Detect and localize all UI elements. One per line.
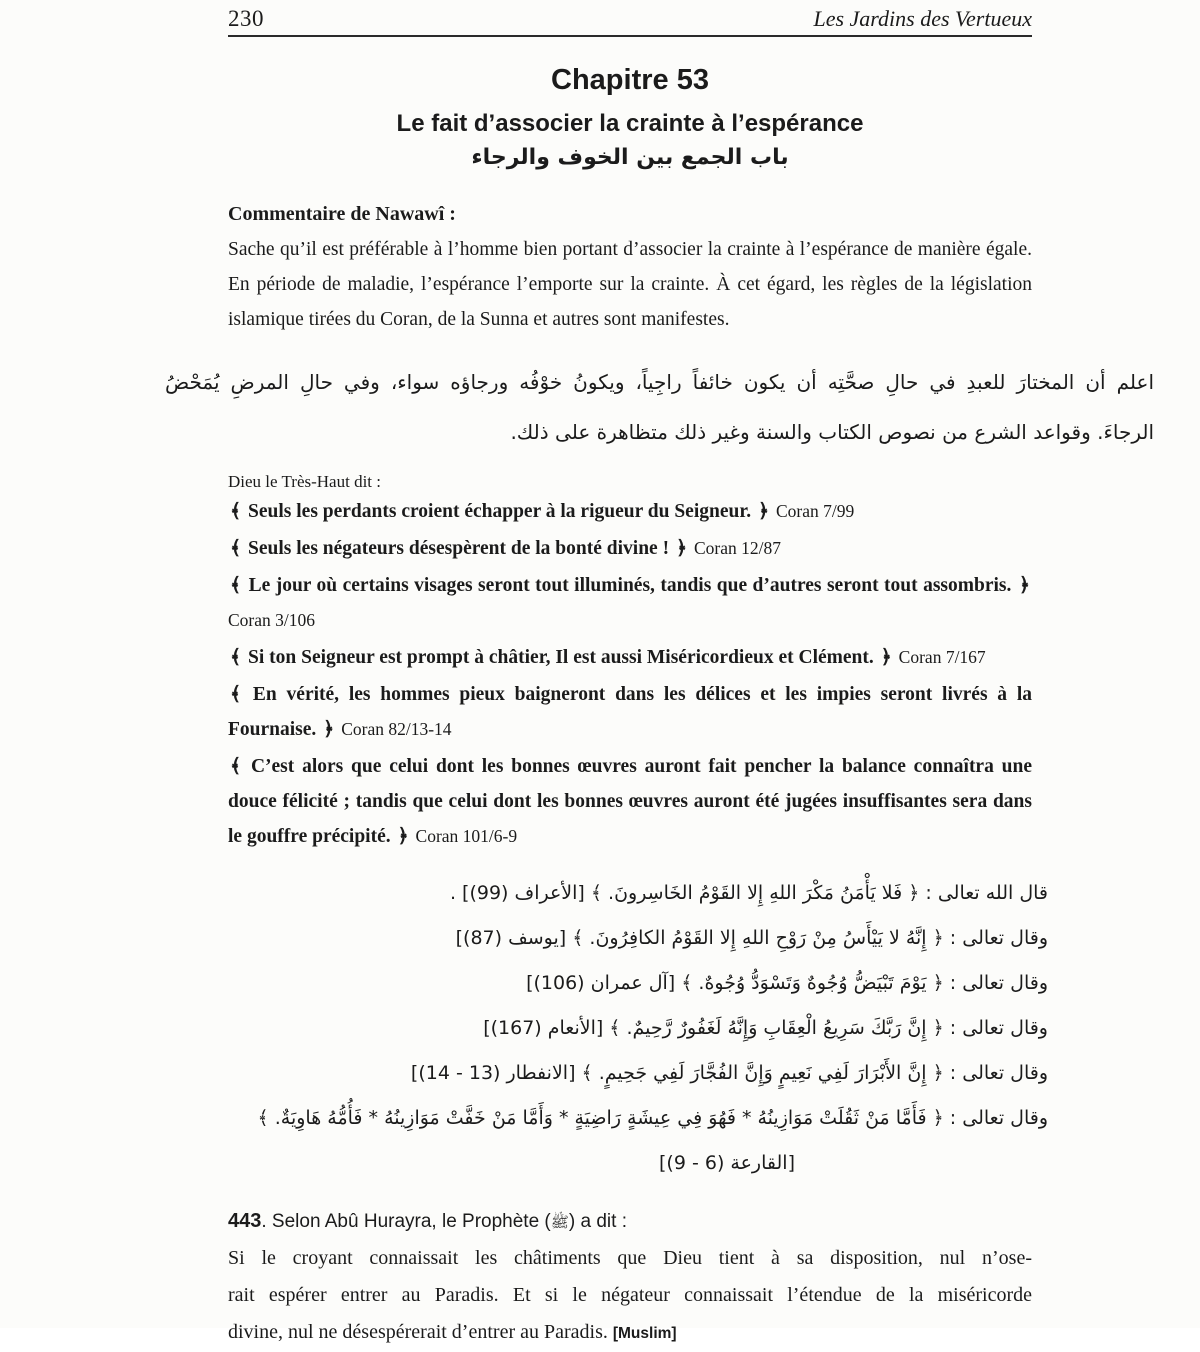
hadith-line: rait espérer entrer au Paradis. Et si le négateur connaissait l’étendue de la miséricorde [228,1283,1032,1306]
ayah-ornament-icon: ﴿ [397,825,409,847]
hadith-body [228,1240,1032,1352]
commentary-body-arabic [165,357,1154,457]
ayah-ornament-icon: ﴿ [675,537,688,559]
commentary-arabic-line: الرجاءَ. وقواعد الشرع من نصوص الكتاب والسنة وغير ذلك متظاهرة على ذلك. [510,419,1154,444]
ayah-ornament-icon: ﴿ [323,718,335,740]
hadith-line [228,1314,1032,1352]
hadith-number: 443 [228,1209,262,1232]
commentary-heading: Commentaire de Nawawî : [228,203,456,225]
hadith-intro [228,1210,1032,1235]
quote-text: En vérité, les hommes pieux baigneront dans les délices et les impies seront livrés à la Fournaise. [228,683,1032,740]
quran-verses-arabic [165,878,1048,1178]
quote-text: Si ton Seigneur est prompt à châtier, Il est aussi Miséricordieux et Clément. [248,646,874,668]
quran-quote-french [228,749,1032,854]
ayah-ornament-icon: ﴿ [757,500,770,522]
ayah-ornament-icon: ﴾ [230,683,242,705]
coran-reference: Coran 7/167 [898,646,986,667]
prophet-saw-seal-icon: ﷺ [550,1213,569,1231]
arabic-verse: وقال تعالى : ﴿ إِنَّهُ لا يَيْأَسُ مِنْ رَوْحِ اللهِ إِلا القَوْمُ الكافِرُونَ. ﴾ [يوسف (87)] [455,926,1048,949]
coran-reference: Coran 12/87 [693,537,781,558]
commentary-body-french: Sache qu’il est préférable à l’homme bien portant d’associer la crainte à l’espérance de manière égale. En période de maladie, l’espérance l’emporte sur la crainte. À cet égard, les règles de la législation islamique tirées du Coran, de la Sunna et autres sont manifestes. [228,239,1032,330]
quote-text: Seuls les négateurs désespèrent de la bonté divine ! [248,537,670,559]
header-rule [228,35,1032,37]
ayah-ornament-icon: ﴿ [1018,574,1030,596]
arabic-verse: وقال تعالى : ﴿ إِنَّ رَبَّكَ سَرِيعُ الْعِقَابِ وَإِنَّهُ لَغَفُورٌ رَّحِيمٌ. ﴾ [الأنعام (167)] [483,1016,1048,1039]
running-header [228,0,1032,32]
quran-quote-french [228,531,1032,566]
coran-reference: Coran 101/6-9 [415,825,518,846]
quran-quote-french [228,677,1032,747]
arabic-verse-reference: [القارعة (6 - 9)] [659,1151,795,1174]
quran-quote-french [228,568,1032,638]
chapter-number: Chapitre 53 [551,64,709,96]
quote-text: Le jour où certains visages seront tout illuminés, tandis que d’autres seront tout assombris. [248,574,1012,596]
ayah-ornament-icon: ﴾ [230,646,242,668]
chapter-heading-block [228,64,1032,170]
hadith-intro-text: . Selon Abû Hurayra, le Prophète ( [261,1210,551,1232]
hadith-line: Si le croyant connaissait les châtiments que Dieu tient à sa disposition, nul n’ose- [228,1246,1032,1269]
quote-text: C’est alors que celui dont les bonnes œuvres auront fait pencher la balance connaîtra une douce félicité ; tandis que celui dont les bonnes œuvres auront été jugées insuffisantes sera dans le gouffre précipité. [228,755,1032,847]
hadith-intro-text: ) a dit : [568,1210,627,1232]
hadith-line-text: divine, nul ne désespérerait d’entrer au Paradis. [228,1320,608,1343]
page-content [165,0,1154,1352]
ayah-ornament-icon: ﴾ [230,537,242,559]
quote-text: Seuls les perdants croient échapper à la rigueur du Seigneur. [248,500,752,522]
quran-quote-french [228,494,1032,529]
ayah-ornament-icon: ﴾ [230,574,242,596]
chapter-title-arabic: باب الجمع بين الخوف والرجاء [471,145,789,170]
coran-reference: Coran 82/13-14 [341,718,452,739]
verses-intro: Dieu le Très-Haut dit : [228,471,381,491]
coran-reference: Coran 3/106 [228,609,316,630]
quran-quote-french [228,640,1032,675]
book-title: Les Jardins des Vertueux [813,6,1032,31]
arabic-verse: وقال تعالى : ﴿ فَأَمَّا مَنْ ثَقُلَتْ مَوَازِينُهُ * فَهُوَ فِي عِيشَةٍ رَاضِيَةٍ * وَأَمَّا مَنْ خَفَّتْ مَوَازِينُهُ * فَأُمُّهُ هَاوِيَةٌ. ﴾ [257,1106,1048,1129]
coran-reference: Coran 7/99 [775,500,855,521]
chapter-title-french: Le fait d’associer la crainte à l’espérance [396,110,864,137]
commentary-arabic-line: اعلم أن المختارَ للعبدِ في حالِ صحَّتِه أن يكون خائفاً راجِياً، ويكونُ خوْفُه ورجاؤه سواء، وفي حالِ المرضِ يُمَحْضُ [165,369,1154,394]
arabic-verse: وقال تعالى : ﴿ إِنَّ الأَبْرَارَ لَفِي نَعِيمٍ وَإِنَّ الفُجَّارَ لَفِي جَحِيمٍ. ﴾ [الانفطار (13 - 14)] [410,1061,1048,1084]
arabic-verse: قال الله تعالى : ﴿ فَلا يَأْمَنُ مَكْرَ اللهِ إِلا القَوْمُ الخَاسِرونَ. ﴾ [الأعراف (99)] . [449,881,1048,904]
page-number: 230 [228,6,264,31]
ayah-ornament-icon: ﴾ [230,500,242,522]
arabic-verse: وقال تعالى : ﴿ يَوْمَ تَبْيَضُّ وُجُوهٌ وَتَسْوَدُّ وُجُوهٌ. ﴾ [آل عمران (106)] [526,971,1048,994]
hadith-source: [Muslim] [612,1324,677,1342]
ayah-ornament-icon: ﴿ [880,646,892,668]
ayah-ornament-icon: ﴾ [230,755,242,777]
